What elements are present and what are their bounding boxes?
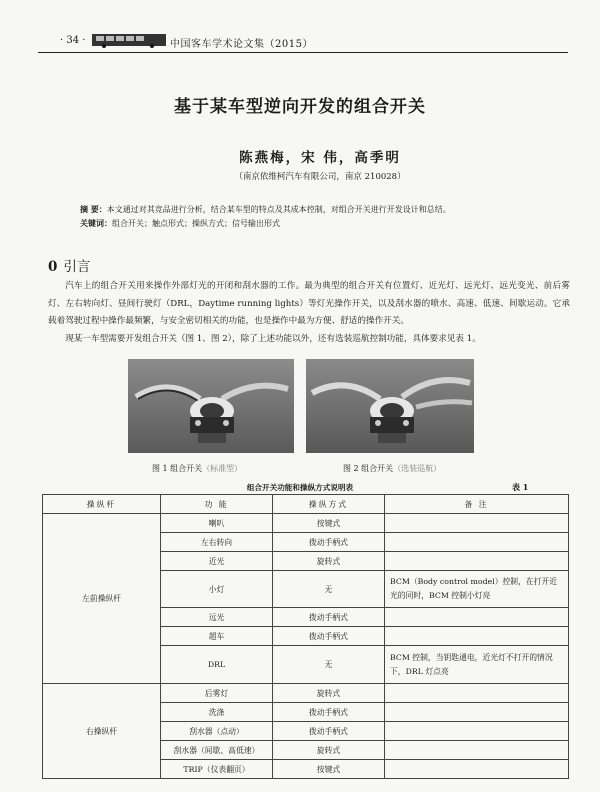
note-cell <box>385 741 569 760</box>
table-row <box>43 684 569 703</box>
keywords-label: 关键词： <box>80 219 112 228</box>
func-cell: 近光 <box>161 552 273 571</box>
note-cell <box>385 703 569 722</box>
col-header: 操纵杆 <box>43 495 161 514</box>
func-cell: 洗涤 <box>161 703 273 722</box>
col-header: 功 能 <box>161 495 273 514</box>
paragraph: 现某一车型需要开发组合开关（图 1、图 2），除了上述功能以外，还有选装巡航控制功能，具体要求见表 1。 <box>65 333 481 344</box>
func-cell: 超车 <box>161 627 273 646</box>
func-cell: 刮水器（间歇、高低速） <box>161 741 273 760</box>
func-cell: 远光 <box>161 608 273 627</box>
mode-cell: 按键式 <box>273 514 385 533</box>
note-cell <box>385 627 569 646</box>
figure-2-note: （选装巡航） <box>393 464 442 473</box>
journal-name: 中国客车学术论文集（2015） <box>170 39 313 50</box>
figure-2-label: 图 2 组合开关 <box>343 464 394 473</box>
paragraph: 汽车上的组合开关用来操作外部灯光的开闭和刮水器的工作。最为典型的组合开关有位置灯、近光灯、远光灯、远光变光、前后雾灯、左右转向灯、昼间行驶灯（DRL，Daytime running lights）等灯光操作开关，以及刮水器的喷水、高速、低速、间歇运动。它承载着驾驶过程中操作最频繁，与安全密切相关的功能，也是操作中最为方便、舒适的操作开关。 <box>48 281 570 327</box>
mode-cell: 旋转式 <box>273 684 385 703</box>
note-cell <box>385 760 569 779</box>
figure-2-photo <box>306 359 474 453</box>
note-cell <box>385 608 569 627</box>
lever-cell: 右操纵杆 <box>43 684 161 779</box>
table-number: 表 1 <box>512 482 529 492</box>
function-table <box>42 494 569 779</box>
table-row <box>43 514 569 533</box>
mode-cell: 拨动手柄式 <box>273 533 385 552</box>
lever-cell: 左前操纵杆 <box>43 514 161 684</box>
mode-cell: 旋转式 <box>273 741 385 760</box>
figure-1-photo <box>128 359 294 453</box>
figure-1-label: 图 1 组合开关 <box>152 464 203 473</box>
func-cell: 后雾灯 <box>161 684 273 703</box>
keywords-line <box>80 217 550 231</box>
abstract-label: 摘 要： <box>80 205 107 214</box>
authors: 陈燕梅，宋 伟，高季明 <box>239 150 401 166</box>
section-number: 0 <box>48 259 58 275</box>
keywords-text: 组合开关；触点形式；操纵方式；信号输出形式 <box>112 219 280 228</box>
func-cell: TRIP（仪表翻页） <box>161 760 273 779</box>
note-cell <box>385 514 569 533</box>
note-cell <box>385 722 569 741</box>
section-title: 引言 <box>63 259 91 275</box>
bus-logo-icon <box>90 30 168 48</box>
note-cell <box>385 552 569 571</box>
mode-cell: 拨动手柄式 <box>273 627 385 646</box>
figure-1-caption <box>152 463 242 474</box>
func-cell: 左右转向 <box>161 533 273 552</box>
col-header: 操纵方式 <box>273 495 385 514</box>
note-cell: BCM 控制，当钥匙通电，近光灯不打开的情况下，DRL 灯点亮 <box>385 646 569 684</box>
mode-cell: 按键式 <box>273 760 385 779</box>
table-title: 组合开关功能和操纵方式说明表 <box>246 483 354 492</box>
note-cell <box>385 533 569 552</box>
col-header: 备 注 <box>385 495 569 514</box>
abstract-block <box>80 203 550 231</box>
paper-title: 基于某车型逆向开发的组合开关 <box>174 97 426 117</box>
section-heading <box>48 255 90 275</box>
figure-2-caption <box>343 463 441 474</box>
func-cell: DRL <box>161 646 273 684</box>
body-text <box>48 278 570 348</box>
mode-cell: 拨动手柄式 <box>273 722 385 741</box>
mode-cell: 无 <box>273 646 385 684</box>
abstract-text: 本文通过对其竞品进行分析，结合某车型的特点及其成本控制，对组合开关进行开发设计和总结。 <box>106 205 451 214</box>
note-cell <box>385 684 569 703</box>
func-cell: 小灯 <box>161 571 273 608</box>
mode-cell: 旋转式 <box>273 552 385 571</box>
mode-cell: 拨动手柄式 <box>273 703 385 722</box>
running-header <box>38 26 568 53</box>
func-cell: 喇叭 <box>161 514 273 533</box>
mode-cell: 拨动手柄式 <box>273 608 385 627</box>
affiliation: （南京依维柯汽车有限公司，南京 210028） <box>234 172 406 182</box>
mode-cell: 无 <box>273 571 385 608</box>
page-number: · 34 · <box>60 35 86 46</box>
func-cell: 刮水器（点动） <box>161 722 273 741</box>
note-cell: BCM（Body control model）控制，在打开近光的同时，BCM 控制小灯亮 <box>385 571 569 608</box>
abstract-line <box>80 203 550 217</box>
figure-1-note: （标准型） <box>202 464 243 473</box>
